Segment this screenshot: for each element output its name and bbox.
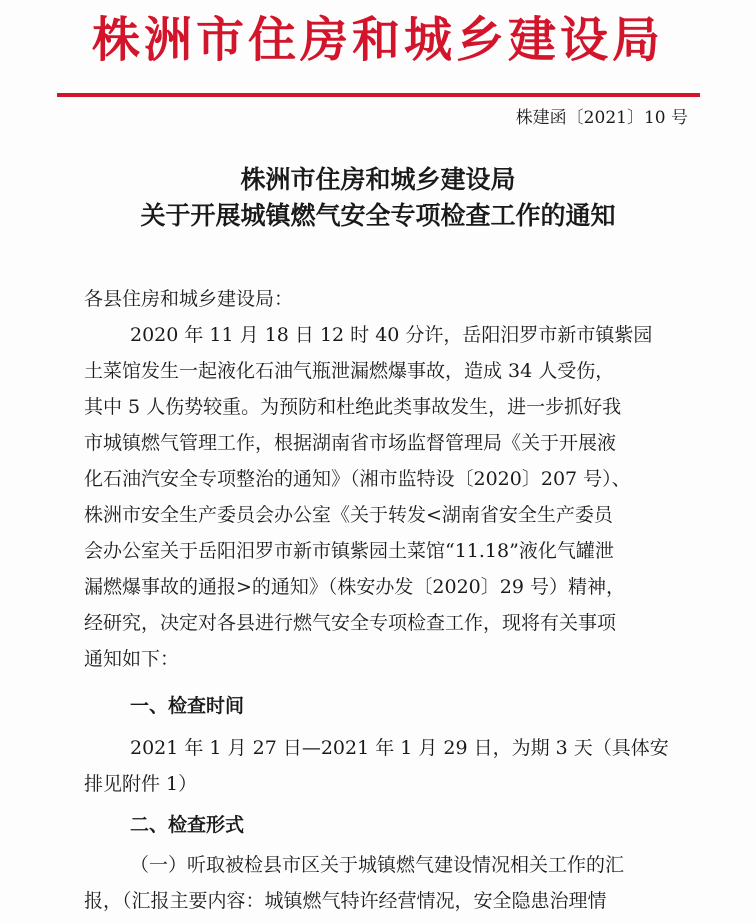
document-number: 株建函〔2021〕10 号	[515, 108, 688, 128]
salutation: 各县住房和城乡建设局：	[84, 288, 294, 310]
paragraph-line: 通知如下：	[84, 648, 180, 670]
masthead-red-rule	[57, 93, 700, 97]
paragraph-line: 土菜馆发生一起液化石油气瓶泄漏燃爆事故，造成 34 人受伤，	[84, 360, 615, 382]
notice-title-line-1: 株洲市住房和城乡建设局	[240, 165, 516, 194]
section-heading-inspection-form: 二、检查形式	[130, 814, 245, 836]
masthead-title: 株洲市住房和城乡建设局	[91, 12, 664, 68]
paragraph-line: 株洲市安全生产委员会办公室《关于转发<湖南省安全生产委员	[84, 504, 613, 526]
paragraph-line: 市城镇燃气管理工作，根据湖南省市场监督管理局《关于开展液	[84, 432, 617, 454]
paragraph-line: （一）听取被检县市区关于城镇燃气建设情况相关工作的汇	[130, 854, 625, 876]
paragraph-line: 其中 5 人伤势较重。为预防和杜绝此类事故发生，进一步抓好我	[84, 396, 622, 418]
paragraph-line: 2020 年 11 月 18 日 12 时 40 分许，岳阳汨罗市新市镇紫园	[130, 324, 653, 346]
paragraph-line: 经研究，决定对各县进行燃气安全专项检查工作，现将有关事项	[84, 612, 617, 634]
paragraph-line: 排见附件 1）	[84, 773, 198, 795]
paragraph-line: 化石油汽安全专项整治的通知》（湘市监特设〔2020〕207 号）、	[84, 468, 631, 490]
paragraph-line: 报，（汇报主要内容：城镇燃气特许经营情况，安全隐患治理情	[84, 890, 607, 912]
section-heading-inspection-time: 一、检查时间	[130, 695, 245, 717]
paragraph-line: 漏燃爆事故的通报>的通知》（株安办发〔2020〕29 号）精神，	[84, 576, 625, 598]
paragraph-line: 会办公室关于岳阳汨罗市新市镇紫园土菜馆“11.18”液化气罐泄	[84, 540, 614, 562]
notice-title-line-2: 关于开展城镇燃气安全专项检查工作的通知	[140, 201, 616, 230]
paragraph-line: 2021 年 1 月 27 日—2021 年 1 月 29 日，为期 3 天（具体安	[130, 737, 669, 759]
